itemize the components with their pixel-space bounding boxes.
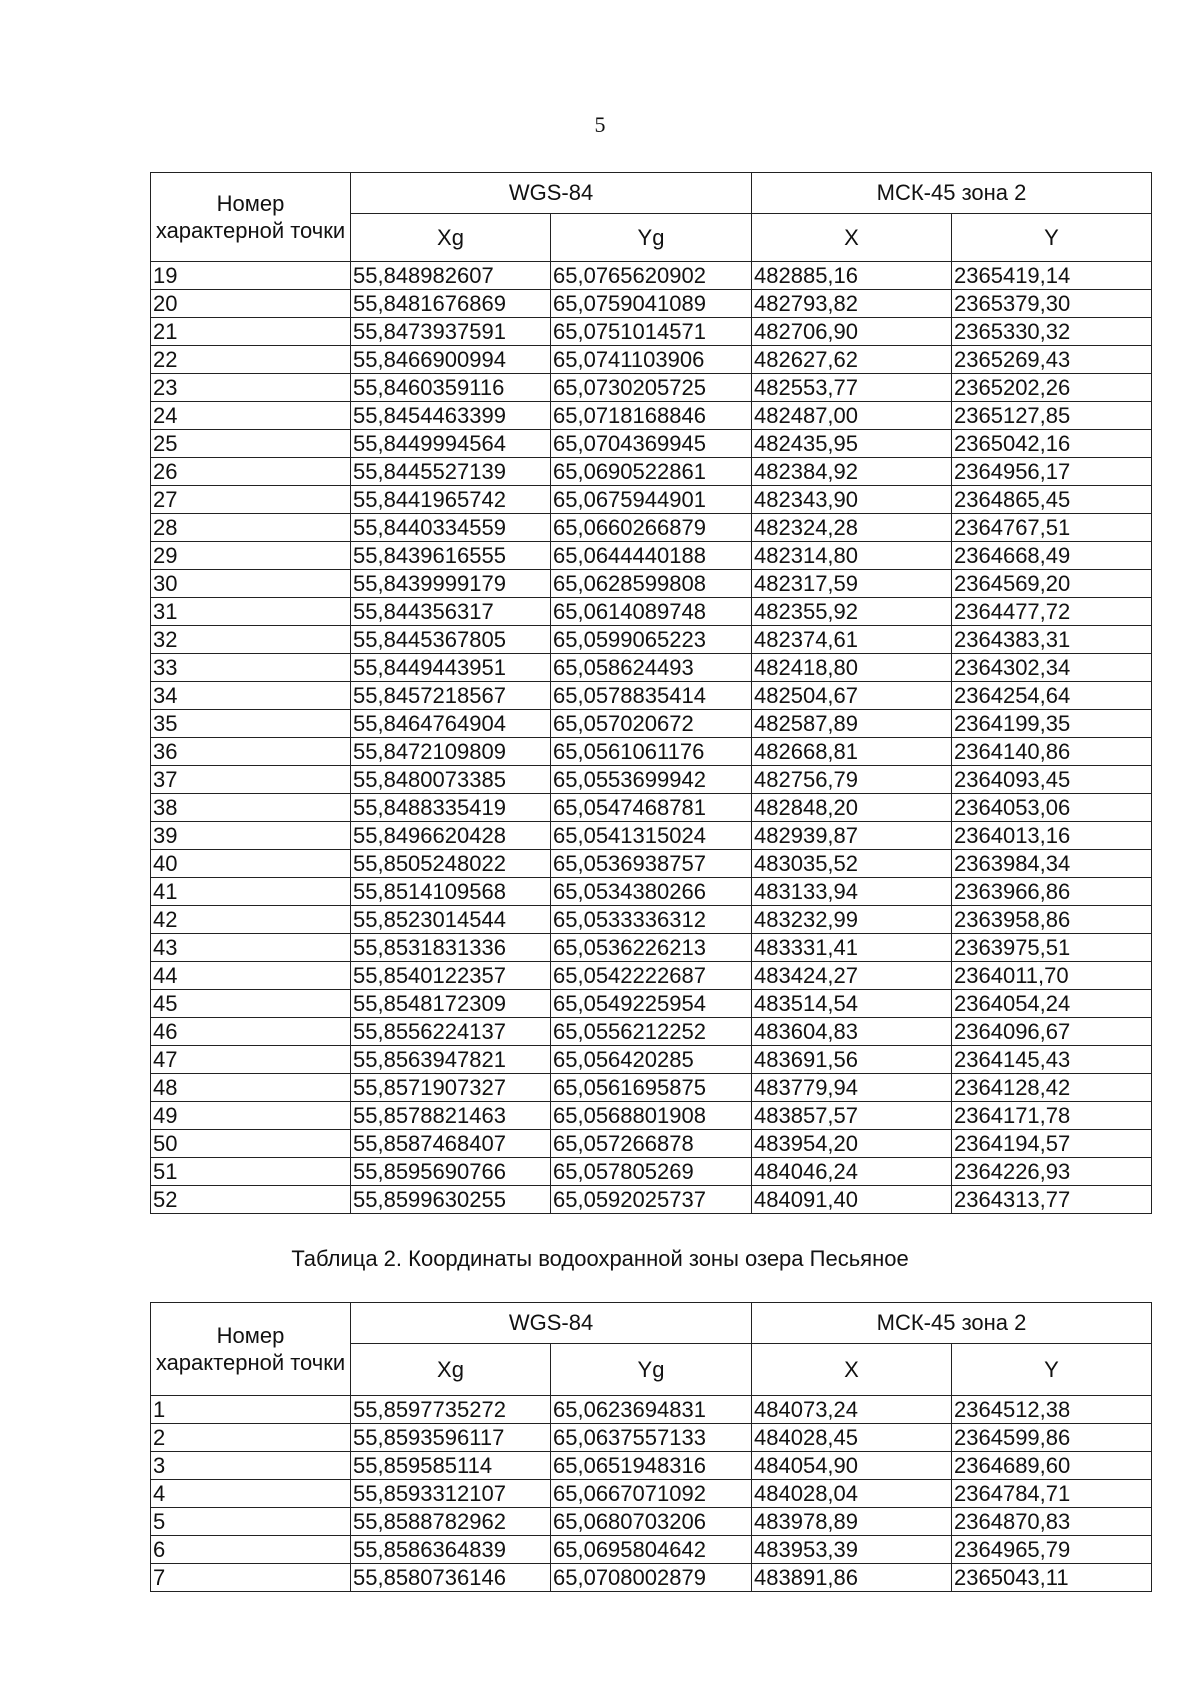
yg-cell: 65,0667071092 — [551, 1480, 752, 1508]
point-number-cell: 52 — [151, 1186, 351, 1214]
x-cell: 483514,54 — [752, 990, 952, 1018]
yg-cell: 65,0708002879 — [551, 1564, 752, 1592]
table-row — [151, 430, 1152, 458]
xg-cell: 55,8449994564 — [351, 430, 551, 458]
x-cell: 482848,20 — [752, 794, 952, 822]
table-row — [151, 822, 1152, 850]
xg-cell: 55,8548172309 — [351, 990, 551, 1018]
table-row — [151, 1564, 1152, 1592]
table-row — [151, 654, 1152, 682]
y-cell: 2364226,93 — [952, 1158, 1152, 1186]
table-row — [151, 878, 1152, 906]
yg-cell: 65,0644440188 — [551, 542, 752, 570]
y-cell: 2364254,64 — [952, 682, 1152, 710]
point-number-cell: 29 — [151, 542, 351, 570]
table-row — [151, 1480, 1152, 1508]
point-number-header: Номер характерной точки — [151, 1303, 351, 1396]
xg-cell: 55,8473937591 — [351, 318, 551, 346]
x-cell: 483857,57 — [752, 1102, 952, 1130]
table-row — [151, 514, 1152, 542]
yg-cell: 65,0759041089 — [551, 290, 752, 318]
y-cell: 2364128,42 — [952, 1074, 1152, 1102]
xg-cell: 55,8571907327 — [351, 1074, 551, 1102]
x-cell: 483978,89 — [752, 1508, 952, 1536]
yg-cell: 65,0533336312 — [551, 906, 752, 934]
yg-cell: 65,0651948316 — [551, 1452, 752, 1480]
xg-cell: 55,8454463399 — [351, 402, 551, 430]
point-number-cell: 41 — [151, 878, 351, 906]
yg-cell: 65,058624493 — [551, 654, 752, 682]
y-cell: 2365330,32 — [952, 318, 1152, 346]
point-number-cell: 28 — [151, 514, 351, 542]
yg-cell: 65,0623694831 — [551, 1396, 752, 1424]
x-cell: 482939,87 — [752, 822, 952, 850]
yg-cell: 65,0553699942 — [551, 766, 752, 794]
x-cell: 484091,40 — [752, 1186, 952, 1214]
y-cell: 2364477,72 — [952, 598, 1152, 626]
y-header: Y — [952, 1344, 1152, 1396]
table-row — [151, 794, 1152, 822]
x-cell: 483133,94 — [752, 878, 952, 906]
point-number-cell: 23 — [151, 374, 351, 402]
xg-cell: 55,8439999179 — [351, 570, 551, 598]
x-cell: 482587,89 — [752, 710, 952, 738]
x-cell: 484073,24 — [752, 1396, 952, 1424]
point-number-cell: 4 — [151, 1480, 351, 1508]
table-row — [151, 542, 1152, 570]
x-cell: 484028,04 — [752, 1480, 952, 1508]
point-number-cell: 1 — [151, 1396, 351, 1424]
y-cell: 2364302,34 — [952, 654, 1152, 682]
xg-cell: 55,8514109568 — [351, 878, 551, 906]
xg-cell: 55,8587468407 — [351, 1130, 551, 1158]
y-cell: 2364784,71 — [952, 1480, 1152, 1508]
table-2-body — [151, 1396, 1152, 1592]
table-row — [151, 318, 1152, 346]
point-number-cell: 6 — [151, 1536, 351, 1564]
xg-cell: 55,8595690766 — [351, 1158, 551, 1186]
x-cell: 482627,62 — [752, 346, 952, 374]
xg-cell: 55,8439616555 — [351, 542, 551, 570]
yg-cell: 65,0718168846 — [551, 402, 752, 430]
yg-cell: 65,0637557133 — [551, 1424, 752, 1452]
y-cell: 2364013,16 — [952, 822, 1152, 850]
msk45-header: МСК-45 зона 2 — [752, 1303, 1152, 1344]
xg-cell: 55,8505248022 — [351, 850, 551, 878]
coordinates-table-2 — [150, 1302, 1152, 1592]
x-cell: 483779,94 — [752, 1074, 952, 1102]
y-cell: 2365043,11 — [952, 1564, 1152, 1592]
y-cell: 2365269,43 — [952, 346, 1152, 374]
xg-cell: 55,8460359116 — [351, 374, 551, 402]
point-number-cell: 30 — [151, 570, 351, 598]
yg-cell: 65,0536938757 — [551, 850, 752, 878]
y-cell: 2364140,86 — [952, 738, 1152, 766]
xg-cell: 55,8588782962 — [351, 1508, 551, 1536]
table-row — [151, 1508, 1152, 1536]
x-cell: 482668,81 — [752, 738, 952, 766]
point-number-cell: 47 — [151, 1046, 351, 1074]
xg-cell: 55,8472109809 — [351, 738, 551, 766]
yg-cell: 65,0568801908 — [551, 1102, 752, 1130]
yg-cell: 65,057266878 — [551, 1130, 752, 1158]
yg-cell: 65,0741103906 — [551, 346, 752, 374]
x-cell: 482793,82 — [752, 290, 952, 318]
xg-cell: 55,8445527139 — [351, 458, 551, 486]
xg-cell: 55,8523014544 — [351, 906, 551, 934]
table-row — [151, 766, 1152, 794]
point-number-cell: 48 — [151, 1074, 351, 1102]
y-cell: 2364965,79 — [952, 1536, 1152, 1564]
yg-cell: 65,0556212252 — [551, 1018, 752, 1046]
yg-cell: 65,0695804642 — [551, 1536, 752, 1564]
xg-cell: 55,8466900994 — [351, 346, 551, 374]
yg-cell: 65,056420285 — [551, 1046, 752, 1074]
xg-cell: 55,8586364839 — [351, 1536, 551, 1564]
table-row — [151, 1186, 1152, 1214]
yg-cell: 65,0765620902 — [551, 262, 752, 290]
y-cell: 2364383,31 — [952, 626, 1152, 654]
xg-cell: 55,8599630255 — [351, 1186, 551, 1214]
x-cell: 482314,80 — [752, 542, 952, 570]
table-row — [151, 1018, 1152, 1046]
coordinates-table-1 — [150, 172, 1152, 1214]
table-2-caption: Таблица 2. Координаты водоохранной зоны озера Песьяное — [291, 1246, 909, 1271]
point-number-cell: 45 — [151, 990, 351, 1018]
yg-cell: 65,0675944901 — [551, 486, 752, 514]
table-row — [151, 458, 1152, 486]
x-cell: 482504,67 — [752, 682, 952, 710]
y-cell: 2364865,45 — [952, 486, 1152, 514]
xg-cell: 55,8481676869 — [351, 290, 551, 318]
table-row — [151, 710, 1152, 738]
msk45-header: МСК-45 зона 2 — [752, 173, 1152, 214]
point-number-header: Номер характерной точки — [151, 173, 351, 262]
y-cell: 2364689,60 — [952, 1452, 1152, 1480]
x-cell: 484028,45 — [752, 1424, 952, 1452]
x-cell: 482355,92 — [752, 598, 952, 626]
yg-cell: 65,0680703206 — [551, 1508, 752, 1536]
xg-header: Xg — [351, 1344, 551, 1396]
y-cell: 2364512,38 — [952, 1396, 1152, 1424]
point-number-cell: 32 — [151, 626, 351, 654]
y-cell: 2364569,20 — [952, 570, 1152, 598]
point-number-cell: 31 — [151, 598, 351, 626]
y-cell: 2364093,45 — [952, 766, 1152, 794]
xg-cell: 55,8445367805 — [351, 626, 551, 654]
table-1-body — [151, 262, 1152, 1214]
page-number: 5 — [594, 112, 606, 137]
yg-cell: 65,0561695875 — [551, 1074, 752, 1102]
yg-cell: 65,0534380266 — [551, 878, 752, 906]
x-cell: 483953,39 — [752, 1536, 952, 1564]
point-number-cell: 34 — [151, 682, 351, 710]
xg-cell: 55,8496620428 — [351, 822, 551, 850]
point-number-cell: 27 — [151, 486, 351, 514]
table-row — [151, 1158, 1152, 1186]
point-number-cell: 44 — [151, 962, 351, 990]
x-cell: 482756,79 — [752, 766, 952, 794]
x-cell: 482706,90 — [752, 318, 952, 346]
y-header: Y — [952, 214, 1152, 262]
table-row — [151, 1536, 1152, 1564]
y-cell: 2364194,57 — [952, 1130, 1152, 1158]
yg-cell: 65,057805269 — [551, 1158, 752, 1186]
yg-cell: 65,0547468781 — [551, 794, 752, 822]
table-row — [151, 906, 1152, 934]
x-cell: 483331,41 — [752, 934, 952, 962]
table-row — [151, 962, 1152, 990]
y-cell: 2363958,86 — [952, 906, 1152, 934]
x-cell: 484054,90 — [752, 1452, 952, 1480]
point-number-cell: 25 — [151, 430, 351, 458]
table-row — [151, 626, 1152, 654]
yg-cell: 65,0614089748 — [551, 598, 752, 626]
table-row — [151, 1102, 1152, 1130]
yg-cell: 65,0730205725 — [551, 374, 752, 402]
x-cell: 482384,92 — [752, 458, 952, 486]
yg-header: Yg — [551, 1344, 752, 1396]
yg-cell: 65,057020672 — [551, 710, 752, 738]
x-cell: 482553,77 — [752, 374, 952, 402]
xg-cell: 55,8597735272 — [351, 1396, 551, 1424]
x-cell: 483604,83 — [752, 1018, 952, 1046]
point-number-cell: 3 — [151, 1452, 351, 1480]
yg-cell: 65,0628599808 — [551, 570, 752, 598]
point-number-cell: 33 — [151, 654, 351, 682]
y-cell: 2365127,85 — [952, 402, 1152, 430]
y-cell: 2364767,51 — [952, 514, 1152, 542]
table-row — [151, 486, 1152, 514]
y-cell: 2364171,78 — [952, 1102, 1152, 1130]
x-cell: 483691,56 — [752, 1046, 952, 1074]
y-cell: 2364145,43 — [952, 1046, 1152, 1074]
point-number-cell: 42 — [151, 906, 351, 934]
x-cell: 482885,16 — [752, 262, 952, 290]
point-number-cell: 49 — [151, 1102, 351, 1130]
xg-cell: 55,844356317 — [351, 598, 551, 626]
point-number-cell: 39 — [151, 822, 351, 850]
y-cell: 2363966,86 — [952, 878, 1152, 906]
x-cell: 482418,80 — [752, 654, 952, 682]
yg-cell: 65,0549225954 — [551, 990, 752, 1018]
point-number-cell: 43 — [151, 934, 351, 962]
y-cell: 2364599,86 — [952, 1424, 1152, 1452]
y-cell: 2364096,67 — [952, 1018, 1152, 1046]
table-row — [151, 374, 1152, 402]
point-number-cell: 40 — [151, 850, 351, 878]
table-row — [151, 1396, 1152, 1424]
xg-cell: 55,8488335419 — [351, 794, 551, 822]
xg-cell: 55,8593596117 — [351, 1424, 551, 1452]
yg-cell: 65,0578835414 — [551, 682, 752, 710]
xg-cell: 55,8457218567 — [351, 682, 551, 710]
xg-cell: 55,8449443951 — [351, 654, 551, 682]
xg-cell: 55,8578821463 — [351, 1102, 551, 1130]
y-cell: 2364313,77 — [952, 1186, 1152, 1214]
y-cell: 2364011,70 — [952, 962, 1152, 990]
yg-cell: 65,0690522861 — [551, 458, 752, 486]
y-cell: 2364668,49 — [952, 542, 1152, 570]
yg-cell: 65,0751014571 — [551, 318, 752, 346]
point-number-cell: 35 — [151, 710, 351, 738]
y-cell: 2365379,30 — [952, 290, 1152, 318]
point-number-cell: 5 — [151, 1508, 351, 1536]
point-number-cell: 2 — [151, 1424, 351, 1452]
x-cell: 482343,90 — [752, 486, 952, 514]
yg-cell: 65,0536226213 — [551, 934, 752, 962]
y-cell: 2364956,17 — [952, 458, 1152, 486]
point-number-cell: 21 — [151, 318, 351, 346]
yg-cell: 65,0542222687 — [551, 962, 752, 990]
xg-cell: 55,8540122357 — [351, 962, 551, 990]
x-cell: 484046,24 — [752, 1158, 952, 1186]
y-cell: 2364199,35 — [952, 710, 1152, 738]
y-cell: 2363984,34 — [952, 850, 1152, 878]
yg-cell: 65,0599065223 — [551, 626, 752, 654]
xg-cell: 55,8480073385 — [351, 766, 551, 794]
point-number-cell: 37 — [151, 766, 351, 794]
table-row — [151, 738, 1152, 766]
point-number-cell: 46 — [151, 1018, 351, 1046]
yg-cell: 65,0704369945 — [551, 430, 752, 458]
table-row — [151, 402, 1152, 430]
xg-header: Xg — [351, 214, 551, 262]
yg-header: Yg — [551, 214, 752, 262]
x-cell: 482324,28 — [752, 514, 952, 542]
table-row — [151, 598, 1152, 626]
yg-cell: 65,0660266879 — [551, 514, 752, 542]
point-number-cell: 19 — [151, 262, 351, 290]
point-number-cell: 36 — [151, 738, 351, 766]
x-cell: 483424,27 — [752, 962, 952, 990]
xg-cell: 55,859585114 — [351, 1452, 551, 1480]
y-cell: 2365042,16 — [952, 430, 1152, 458]
x-cell: 483954,20 — [752, 1130, 952, 1158]
table-row — [151, 934, 1152, 962]
table-row — [151, 1046, 1152, 1074]
xg-cell: 55,8441965742 — [351, 486, 551, 514]
y-cell: 2364870,83 — [952, 1508, 1152, 1536]
table-row — [151, 290, 1152, 318]
xg-cell: 55,8563947821 — [351, 1046, 551, 1074]
x-cell: 482435,95 — [752, 430, 952, 458]
yg-cell: 65,0592025737 — [551, 1186, 752, 1214]
x-cell: 483891,86 — [752, 1564, 952, 1592]
table-row — [151, 346, 1152, 374]
y-cell: 2364053,06 — [952, 794, 1152, 822]
table-row — [151, 850, 1152, 878]
yg-cell: 65,0561061176 — [551, 738, 752, 766]
point-number-cell: 26 — [151, 458, 351, 486]
point-number-cell: 38 — [151, 794, 351, 822]
x-header: X — [752, 1344, 952, 1396]
table-row — [151, 990, 1152, 1018]
point-number-cell: 50 — [151, 1130, 351, 1158]
wgs84-header: WGS-84 — [351, 173, 752, 214]
xg-cell: 55,8440334559 — [351, 514, 551, 542]
x-cell: 482487,00 — [752, 402, 952, 430]
table-row — [151, 262, 1152, 290]
point-number-cell: 20 — [151, 290, 351, 318]
y-cell: 2365202,26 — [952, 374, 1152, 402]
table-row — [151, 1424, 1152, 1452]
x-cell: 482374,61 — [752, 626, 952, 654]
table-row — [151, 1130, 1152, 1158]
xg-cell: 55,8531831336 — [351, 934, 551, 962]
yg-cell: 65,0541315024 — [551, 822, 752, 850]
wgs84-header: WGS-84 — [351, 1303, 752, 1344]
point-number-cell: 24 — [151, 402, 351, 430]
point-number-cell: 51 — [151, 1158, 351, 1186]
table-row — [151, 682, 1152, 710]
table-row — [151, 570, 1152, 598]
table-row — [151, 1074, 1152, 1102]
point-number-cell: 7 — [151, 1564, 351, 1592]
x-cell: 483232,99 — [752, 906, 952, 934]
xg-cell: 55,848982607 — [351, 262, 551, 290]
x-cell: 482317,59 — [752, 570, 952, 598]
xg-cell: 55,8580736146 — [351, 1564, 551, 1592]
y-cell: 2363975,51 — [952, 934, 1152, 962]
xg-cell: 55,8556224137 — [351, 1018, 551, 1046]
x-cell: 483035,52 — [752, 850, 952, 878]
table-row — [151, 1452, 1152, 1480]
point-number-cell: 22 — [151, 346, 351, 374]
xg-cell: 55,8464764904 — [351, 710, 551, 738]
y-cell: 2364054,24 — [952, 990, 1152, 1018]
y-cell: 2365419,14 — [952, 262, 1152, 290]
x-header: X — [752, 214, 952, 262]
xg-cell: 55,8593312107 — [351, 1480, 551, 1508]
